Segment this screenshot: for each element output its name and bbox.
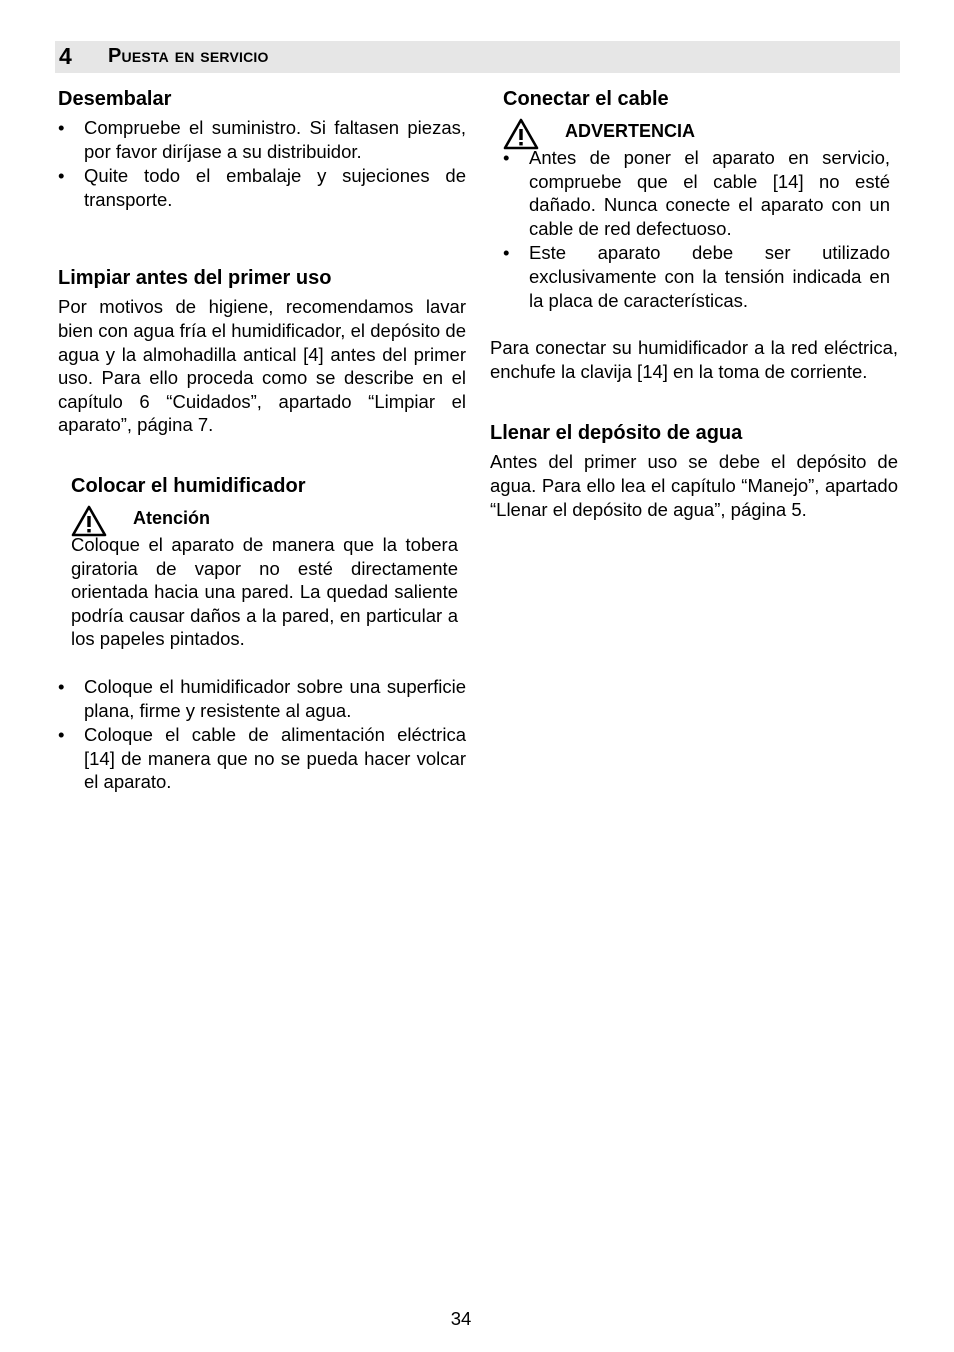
warning-header xyxy=(71,503,458,537)
section-paragraph: Por motivos de higiene, recomendamos lavar bien con agua fría el humidificador, el depósito de agua y la almohadilla antical [4] antes del primer uso. Para ello proceda como se describe en el capítulo 6 “Cuidados”, apartado “Limpiar el aparato”, página 7. xyxy=(58,296,466,436)
bullet-icon: • xyxy=(58,675,65,697)
section-colocar xyxy=(58,473,466,794)
bullet-list xyxy=(58,675,466,794)
section-heading: Conectar el cable xyxy=(503,88,669,110)
list-item: • Este aparato debe ser utilizado exclusivamente con la tensión indicada en la placa de características. xyxy=(503,242,890,311)
bullet-list xyxy=(58,116,466,211)
list-item: • Compruebe el suministro. Si faltasen piezas, por favor diríjase a su distribuidor. xyxy=(58,117,466,162)
chapter-title: Puesta en servicio xyxy=(108,45,269,67)
bullet-icon: • xyxy=(58,724,65,746)
chapter-number: 4 xyxy=(59,43,72,69)
warning-triangle-icon xyxy=(71,505,107,537)
list-item: • Quite todo el embalaje y sujeciones de transporte. xyxy=(58,165,466,210)
section-conectar xyxy=(490,86,898,383)
list-item: • Antes de poner el aparato en servicio, compruebe que el cable [14] no esté dañado. Nunca conecte el aparato con un cable de red defectuoso. xyxy=(503,147,890,239)
section-desembalar xyxy=(58,86,466,211)
section-llenar xyxy=(490,420,898,521)
bullet-icon: • xyxy=(503,147,510,168)
section-limpiar xyxy=(58,265,466,437)
warning-label: Atención xyxy=(133,507,211,528)
section-heading: Desembalar xyxy=(58,88,172,110)
left-column xyxy=(58,86,466,794)
section-heading: Colocar el humidificador xyxy=(71,474,306,497)
chapter-header xyxy=(55,41,900,73)
bullet-icon: • xyxy=(58,165,65,187)
bullet-icon: • xyxy=(503,242,510,264)
warning-header xyxy=(503,116,890,150)
warning-text: Coloque el aparato de manera que la tobera giratoria de vapor no esté directamente orientada hacia una pared. La quedad saliente podría causar daños a la pared, en particular a los papeles pintados. xyxy=(71,533,458,650)
warning-label: ADVERTENCIA xyxy=(565,121,696,141)
section-heading: Limpiar antes del primer uso xyxy=(58,267,332,290)
list-item: • Coloque el cable de alimentación eléctrica [14] de manera que no se pueda hacer volcar el aparato. xyxy=(58,724,466,793)
list-item: • Coloque el humidificador sobre una superficie plana, firme y resistente al agua. xyxy=(58,675,466,721)
section-paragraph: Antes del primer uso se debe el depósito de agua. Para ello lea el capítulo “Manejo”, apartado “Llenar el depósito de agua”, página 5. xyxy=(490,451,898,520)
right-column xyxy=(490,86,898,521)
bullet-icon: • xyxy=(58,117,65,138)
conectar-inset xyxy=(490,86,898,312)
page-number: 34 xyxy=(450,1308,472,1329)
section-paragraph: Para conectar su humidificador a la red eléctrica, enchufe la clavija [14] en la toma de corriente. xyxy=(490,337,898,382)
colocar-inset xyxy=(58,473,466,651)
section-heading: Llenar el depósito de agua xyxy=(490,422,743,445)
bullet-list xyxy=(503,146,890,312)
